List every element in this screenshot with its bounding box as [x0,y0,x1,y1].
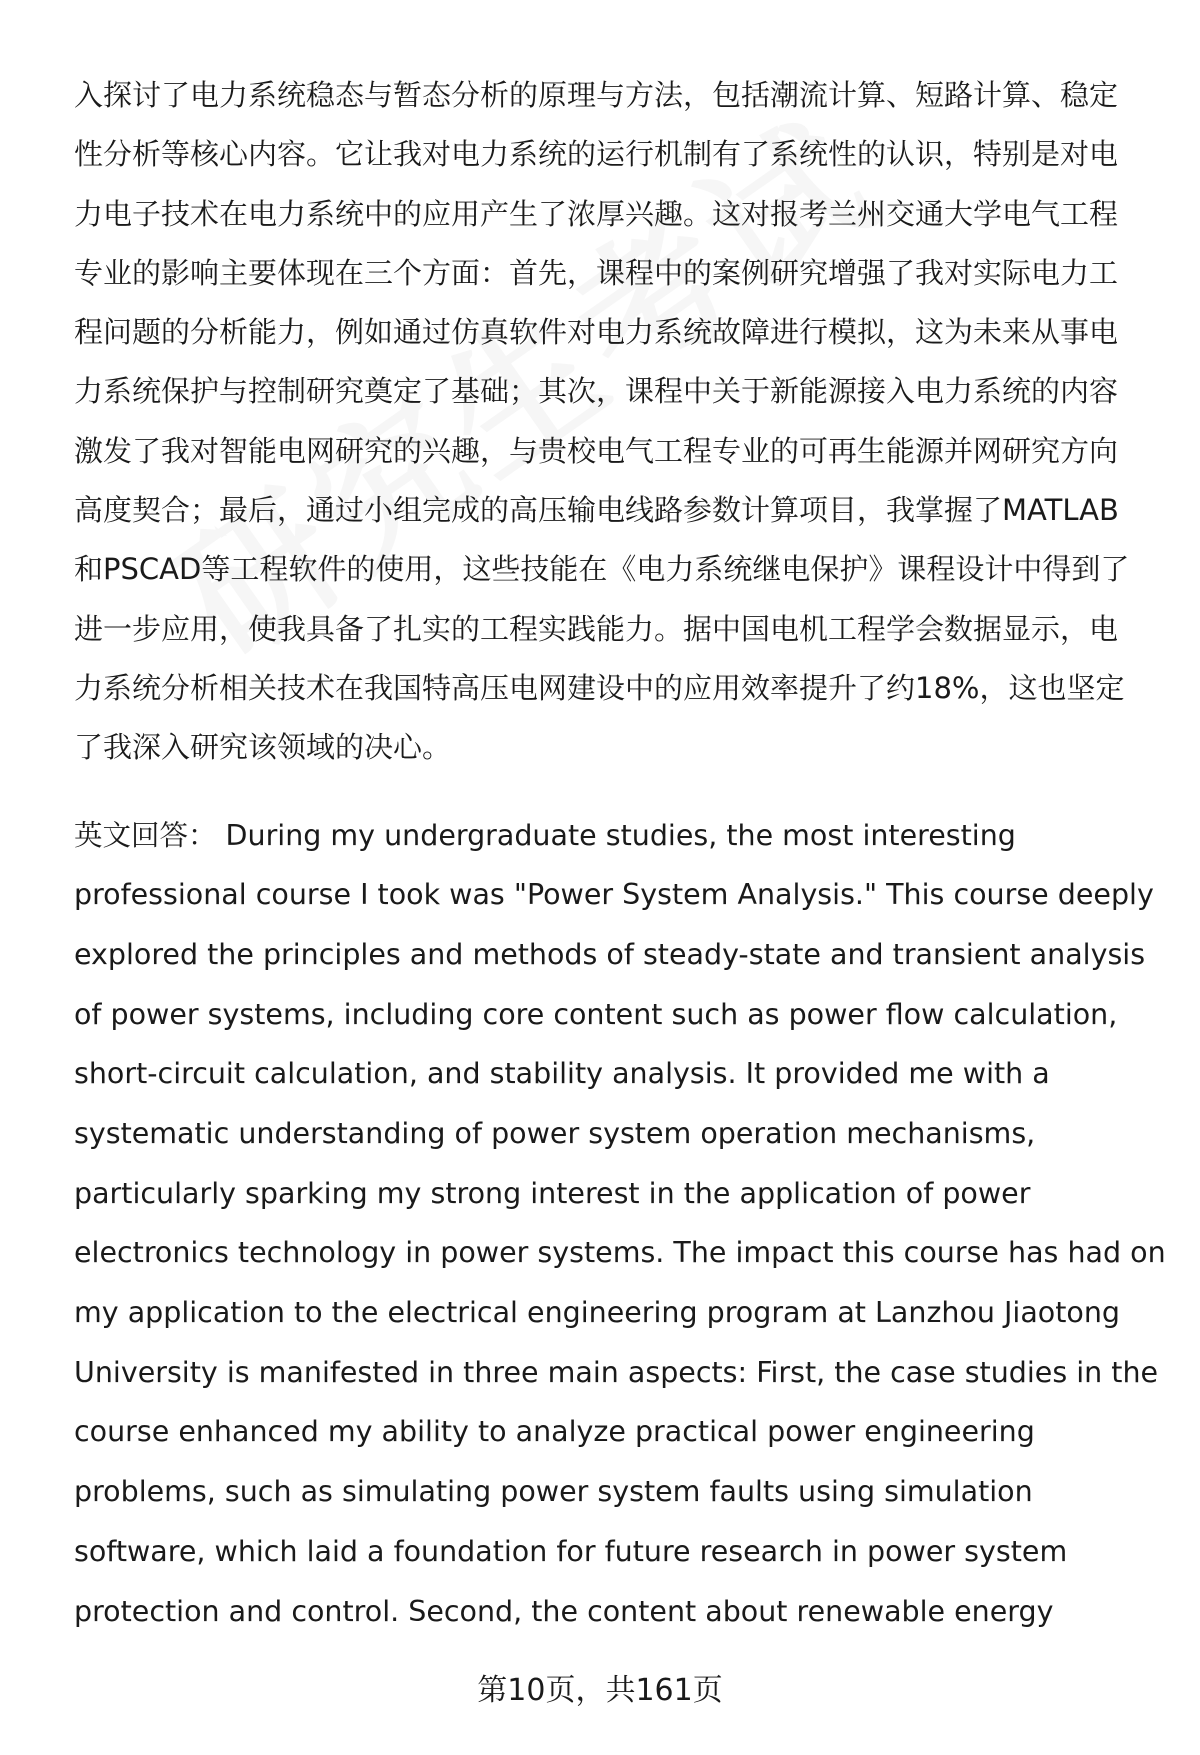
text-line: protection and control. Second, the content about renewable energy [74,1594,1054,1628]
text-line: short-circuit calculation, and stability analysis. It provided me with a [74,1057,1050,1091]
text-line: 激发了我对智能电网研究的兴趣，与贵校电气工程专业的可再生能源并网研究方向 [74,433,1119,468]
text-line: 和PSCAD等工程软件的使用，这些技能在《电力系统继电保护》课程设计中得到了 [74,552,1130,587]
text-line: 力系统分析相关技术在我国特高压电网建设中的应用效率提升了约18%，这也坚定 [74,670,1125,705]
text-line: 高度契合；最后，通过小组完成的高压输电线路参数计算项目，我掌握了MATLAB [74,493,1119,528]
chinese-answer-paragraph [74,66,1154,778]
text-line: electronics technology in power systems. The impact this course has had on [74,1236,1166,1270]
text-line: problems, such as simulating power system faults using simulation [74,1475,1033,1509]
text-line: 进一步应用，使我具备了扎实的工程实践能力。据中国电机工程学会数据显示，电 [74,611,1119,646]
text-line: 英文回答： During my undergraduate studies, the most interesting [74,818,1016,852]
text-line: explored the principles and methods of steady-state and transient analysis [74,937,1146,971]
text-line: 程问题的分析能力，例如通过仿真软件对电力系统故障进行模拟，这为未来从事电 [74,315,1119,350]
page-number-footer: 第10页，共161页 [477,1673,723,1708]
page-body [74,66,1166,1641]
text-line: particularly sparking my strong interest in the application of power [74,1176,1031,1210]
text-line: 了我深入研究该领域的决心。 [74,730,452,765]
text-line: systematic understanding of power system operation mechanisms, [74,1117,1036,1150]
text-line: course enhanced my ability to analyze practical power engineering [74,1415,1035,1449]
text-line: 专业的影响主要体现在三个方面：首先，课程中的案例研究增强了我对实际电力工 [74,255,1119,290]
english-answer-paragraph [74,806,1166,1642]
text-line: professional course I took was "Power System Analysis." This course deeply [74,878,1154,912]
text-line: 入探讨了电力系统稳态与暂态分析的原理与方法，包括潮流计算、短路计算、稳定 [74,78,1119,112]
text-line: of power systems, including core content such as power flow calculation, [74,997,1118,1031]
text-line: 力电子技术在电力系统中的应用产生了浓厚兴趣。这对报考兰州交通大学电气工程 [74,196,1119,231]
text-line: 性分析等核心内容。它让我对电力系统的运行机制有了系统性的认识，特别是对电 [74,137,1119,172]
text-line: my application to the electrical engineering program at Lanzhou Jiaotong [74,1296,1121,1330]
text-line: University is manifested in three main aspects: First, the case studies in the [74,1355,1159,1389]
text-line: software, which laid a foundation for future research in power system [74,1534,1068,1568]
text-line: 力系统保护与控制研究奠定了基础；其次，课程中关于新能源接入电力系统的内容 [74,374,1119,409]
